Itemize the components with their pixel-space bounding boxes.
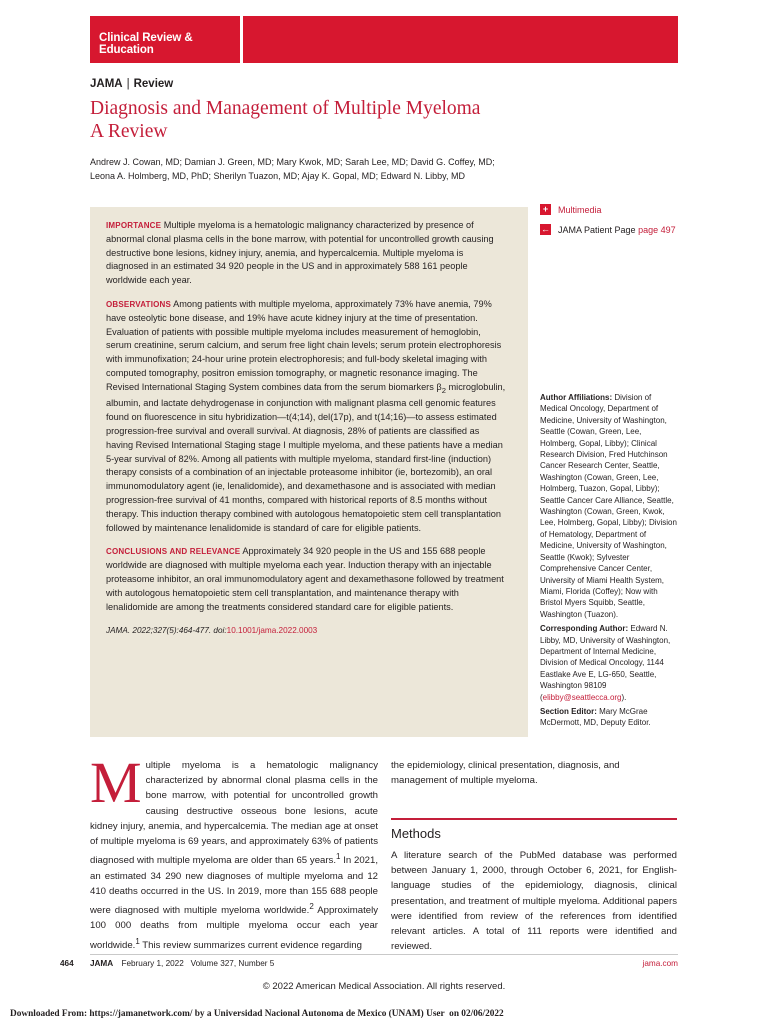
article-title: Diagnosis and Management of Multiple Myeloma bbox=[90, 98, 481, 119]
corresponding-text: Edward N. Libby, MD, University of Washington, Department of Internal Medicine, Division of Medical Oncology, 1144 Eastlake Ave E, LG-650, Seattle, Washington 98109 ( bbox=[540, 624, 671, 702]
copyright-notice: © 2022 American Medical Association. All rights reserved. bbox=[262, 981, 506, 992]
author-list bbox=[90, 155, 520, 183]
importance-label: IMPORTANCE bbox=[106, 221, 162, 230]
drop-cap: M bbox=[90, 750, 142, 815]
intro-text: ultiple myeloma is a hematologic malignancy characterized by abnormal clonal plasma cells in the bone marrow, with potential for uncontrolled growth causing destructive osseous bone lesions, acute kidney injury, anemia, and hypercalcemia. The median age at onset of multiple myeloma is 69 years, and approximately 63% of patients diagnosed with multiple myeloma are older than 65 years. bbox=[90, 760, 378, 867]
patient-page-ref[interactable]: page 497 bbox=[638, 224, 676, 235]
footer-issue: February 1, 2022 Volume 327, Number 5 bbox=[121, 959, 275, 968]
journal-name: JAMA bbox=[90, 78, 123, 90]
reference-marker: 1 bbox=[135, 936, 140, 946]
doi-link[interactable]: 10.1001/jama.2022.0003 bbox=[226, 626, 318, 636]
intro-text-cont: This review summarizes current evidence regarding bbox=[139, 939, 362, 951]
affiliations bbox=[540, 392, 680, 732]
intro-text-cont: Approximately 100 000 deaths from multiple myeloma occur each year worldwide. bbox=[90, 905, 378, 951]
download-notice: Downloaded From: https://jamanetwork.com/ by a Universidad Nacional Autonoma de Mexico (UNAM) User on 02/06/2022 bbox=[10, 1009, 504, 1019]
corresponding-label: Corresponding Author: bbox=[540, 624, 629, 634]
methods-paragraph: A literature search of the PubMed database was performed between January 1, 2000, through October 6, 2021, for English-language studies of the epidemiology, diagnosis, clinical presentation, and treatment of multiple myeloma. Additional papers were identified from review of the references from identified relevant articles. A total of 111 reports were identified and reviewed. bbox=[391, 850, 677, 953]
abstract-box bbox=[90, 207, 528, 737]
editor-text: Mary McGrae McDermott, MD, Deputy Editor. bbox=[540, 706, 651, 728]
reference-marker: 2 bbox=[309, 902, 314, 912]
patient-page-label: JAMA Patient Page bbox=[558, 224, 636, 235]
header-separator: | bbox=[126, 78, 130, 90]
intro-continuation: the epidemiology, clinical presentation, diagnosis, and management of multiple myeloma. bbox=[391, 760, 620, 787]
conclusions-text: Approximately 34 920 people in the US and 155 688 people worldwide are diagnosed with multiple myeloma each year. Induction therapy with an injectable proteasome inhibitor, an oral immunomodulatory agent and dexamethasone followed by treatment with autologous hematopoietic stem cell transplantation, and maintenance therapy with lenalidomide are among the treatments considered standard care for eligible patients. bbox=[106, 546, 504, 612]
article-subtitle: A Review bbox=[90, 121, 168, 142]
methods-heading: Methods bbox=[391, 826, 441, 841]
author-affiliations bbox=[540, 392, 680, 620]
corresponding-end: ). bbox=[621, 692, 627, 702]
abstract-observations bbox=[106, 298, 506, 535]
importance-text: Multiple myeloma is a hematologic malignancy characterized by presence of abnormal clonal plasma cells in the bone marrow, with potential for uncontrolled growth causing destructive bone lesions, kidney injury, anemia, and hypercalcemia. Multiple myeloma is diagnosed in an estimated 34 920 people in the US and in approximately 588 161 people worldwide each year. bbox=[106, 220, 494, 286]
observations-label: OBSERVATIONS bbox=[106, 299, 172, 309]
intro-paragraph bbox=[90, 750, 379, 953]
arrow-left-square-icon: ← bbox=[541, 224, 550, 234]
affiliations-text: Division of Medical Oncology, Department of Medicine, University of Washington, Seattle (Cowan, Green, Lee, Holmberg, Gopal, Libby); Clinical Research Division, Fred Hutchinson Cancer Research Center, Seattle, Washington (Cowan, Green, Lee, Holmberg, Tuazon, Gopal, Libby); Seattle Cancer Care Alliance, Seattle, Washington (Cowan, Green, Kwok, Lee, Holmberg, Gopal, Libby); Division of Hematology, Department of Medicine, University of Washington, Seattle (Kwok); Sylvester Comprehensive Cancer Center, University of Miami Health System, Miami, Florida (Coffey); Now with Bristol Myers Squibb, Seattle, Washington (Tuazon). bbox=[540, 393, 677, 619]
email-link[interactable]: elibby@seattlecca.org bbox=[542, 692, 622, 702]
abstract-text bbox=[106, 219, 506, 638]
observations-text: Among patients with multiple myeloma, approximately 73% have anemia, 79% have osteolytic bone disease, and 19% have acute kidney injury at the time of presentation. Evaluation of patients with possible multiple myeloma includes measurement of hemoglobin, serum creatinine, serum calcium, and serum free light chain levels; serum protein electrophoresis with immunofixation; 24-hour urine protein electrophoresis; and full-body skeletal imaging with computed tomography, positron emission tomography, or magnetic resonance imaging. The Revised International Staging System combines data from the serum biomarkers β bbox=[106, 298, 502, 392]
citation-ref: 2022;327(5):464-477. doi: bbox=[130, 626, 227, 636]
page-footer bbox=[60, 959, 678, 968]
site-link[interactable]: jama.com bbox=[642, 959, 678, 968]
author-line: Andrew J. Cowan, MD; Damian J. Green, MD; Mary Kwok, MD; Sarah Lee, MD; David G. Coffey, MD; bbox=[90, 157, 495, 167]
conclusions-label: CONCLUSIONS AND RELEVANCE bbox=[106, 547, 241, 557]
beta-subscript: 2 bbox=[441, 385, 446, 395]
author-line: Leona A. Holmberg, MD, PhD; Sherilyn Tuazon, MD; Ajay K. Gopal, MD; Edward N. Libby, MD bbox=[90, 171, 465, 181]
patient-page-link[interactable] bbox=[540, 224, 680, 235]
multimedia-link[interactable] bbox=[540, 204, 680, 215]
section-banner bbox=[90, 16, 240, 63]
intro-text-cont: In 2021, an estimated 34 290 new diagnoses of multiple myeloma and 12 410 deaths occurred in the US. In 2019, more than 155 688 people were diagnosed with multiple myeloma worldwide. bbox=[90, 855, 379, 917]
article-type: Review bbox=[133, 78, 174, 90]
affiliations-label: Author Affiliations: bbox=[540, 393, 613, 402]
banner-block bbox=[243, 16, 678, 63]
sidebar-links bbox=[540, 204, 680, 244]
multimedia-label[interactable]: Multimedia bbox=[558, 204, 602, 215]
methods-divider bbox=[391, 818, 677, 820]
corresponding-author bbox=[540, 623, 680, 703]
citation-journal: JAMA. bbox=[106, 626, 131, 636]
abstract-importance bbox=[106, 219, 506, 288]
citation bbox=[106, 624, 506, 638]
section-label: Clinical Review & Education bbox=[99, 32, 193, 56]
journal-header bbox=[90, 78, 173, 90]
observations-text-cont: microglobulin, albumin, and lactate dehydrogenase in conjunction with malignant plasma cell genomic features found on fluorescence in situ hybridization—t(4;14), del(17p), and t(14;16)—to assess estimated progression-free survival and overall survival. At diagnosis, 28% of patients are classified as having Revised International Staging stage I multiple myeloma, and these patients have a median 5-year survival of 82%. Among all patients with multiple myeloma, standard first-line (induction) therapy consists of a combination of an injectable proteasome inhibitor (ie, bortezomib), an oral immunomodulatory agent (ie, lenalidomide), and dexamethasone and is associated with median progression-free survival of 41 months, compared with historical reports of 8.5 months without therapy. This induction therapy combined with autologous hematopoietic stem cell transplantation followed by maintenance lenalidomide is standard of care for eligible patients. bbox=[106, 381, 506, 533]
abstract-conclusions bbox=[106, 545, 506, 614]
footer-journal: JAMA bbox=[89, 959, 114, 968]
editor-label: Section Editor: bbox=[540, 706, 597, 716]
page-number: 464 bbox=[60, 959, 74, 968]
reference-marker: 1 bbox=[336, 852, 341, 862]
plus-square-icon: + bbox=[540, 204, 551, 215]
footer-divider bbox=[90, 954, 678, 955]
section-editor bbox=[540, 706, 680, 729]
